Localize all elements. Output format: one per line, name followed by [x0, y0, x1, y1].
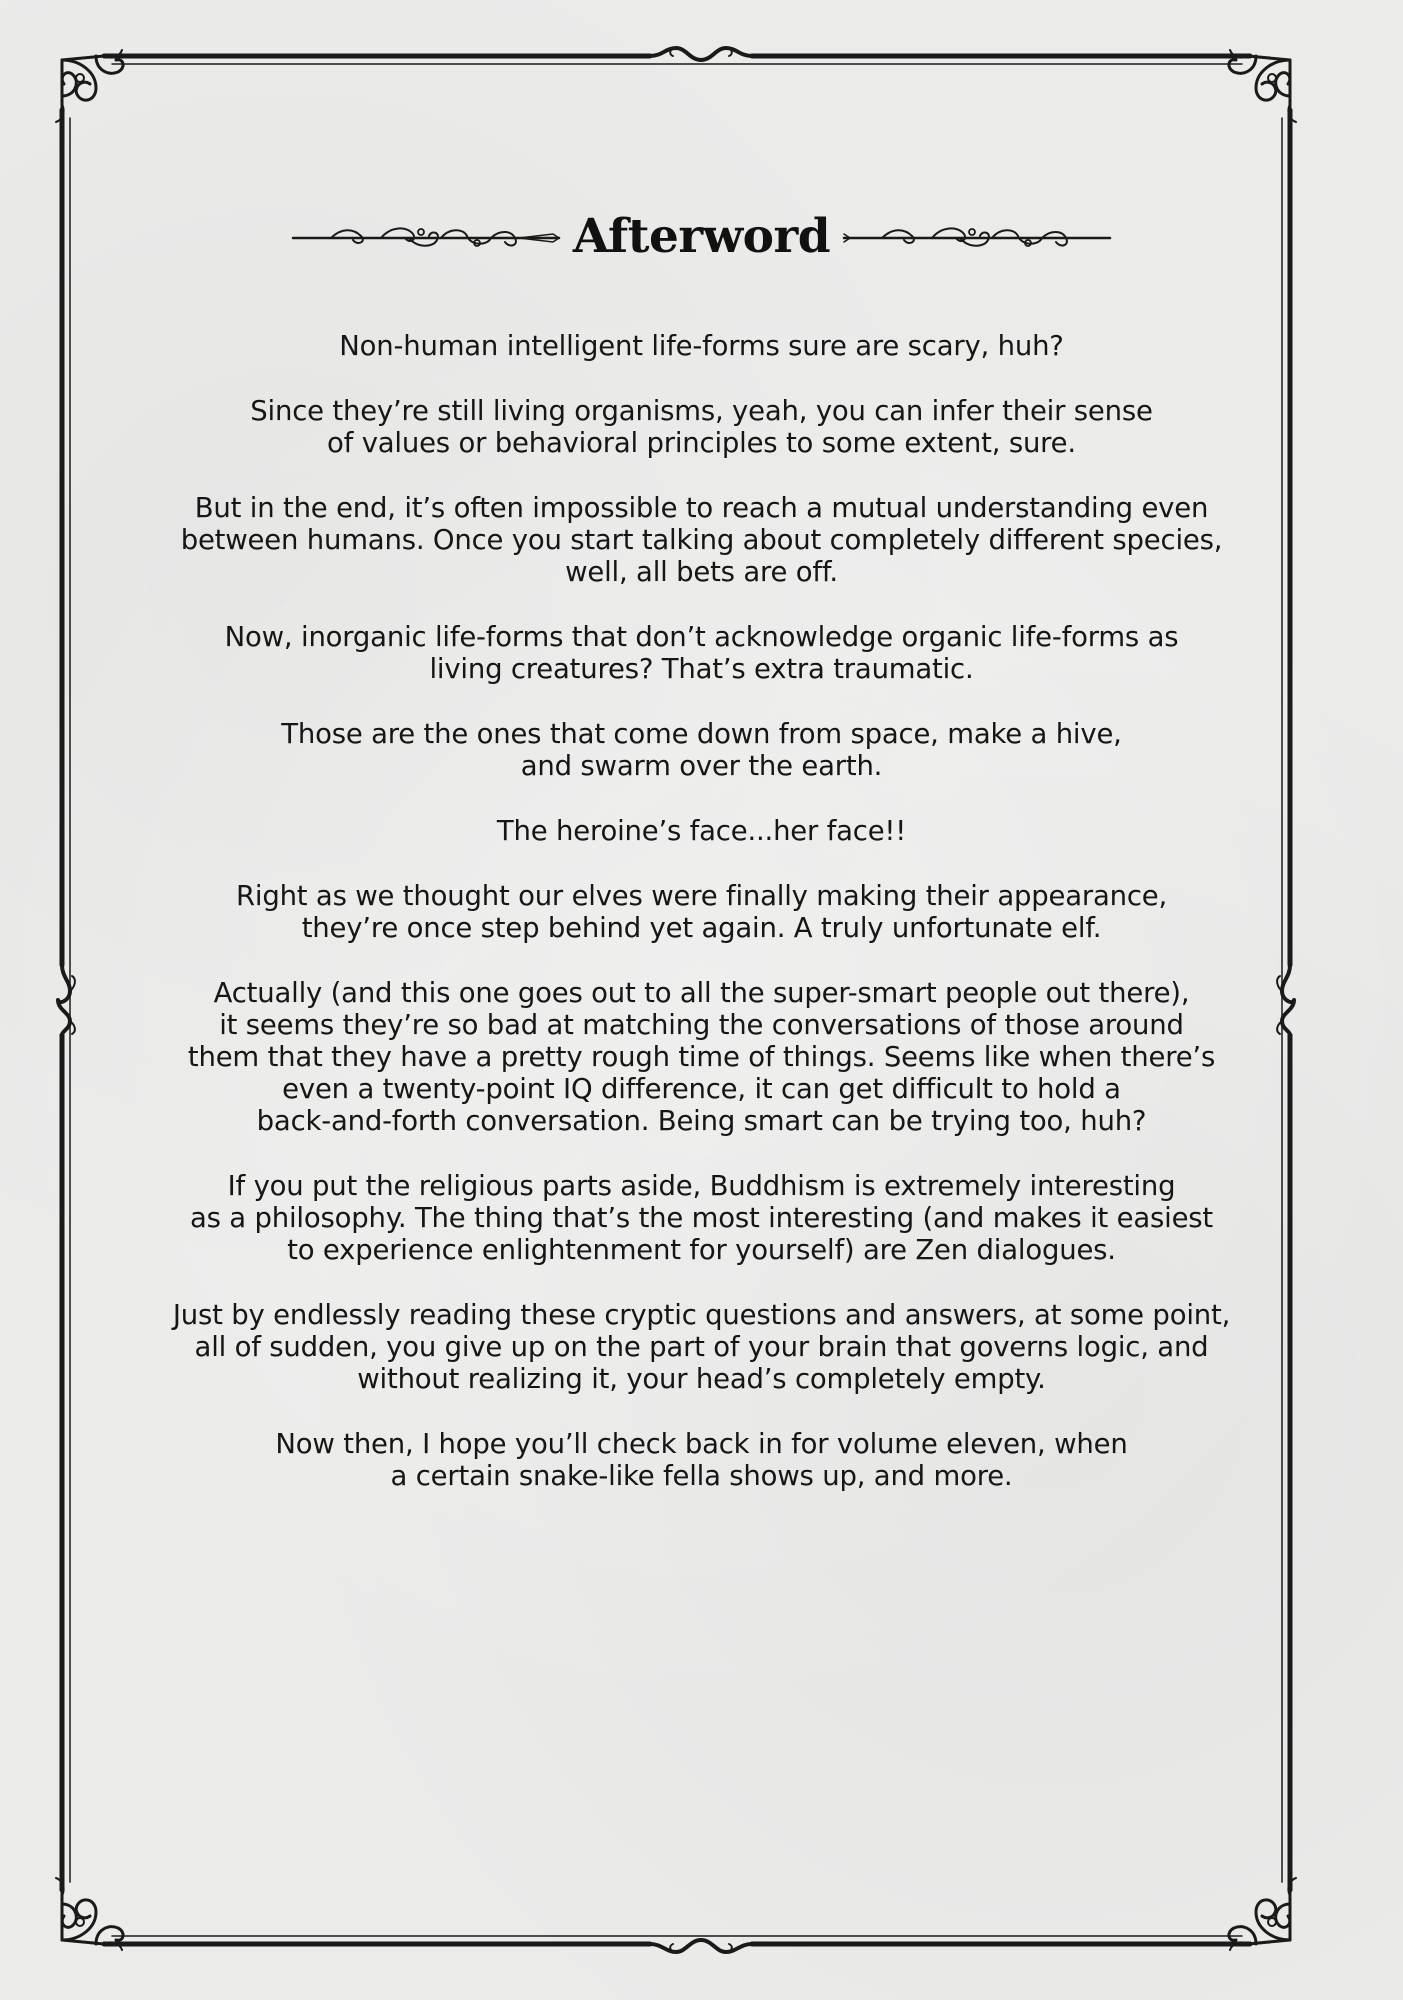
paragraph — [150, 330, 1253, 362]
text-line: them that they have a pretty rough time of things. Seems like when there’s — [187, 1041, 1216, 1073]
text-line: well, all bets are off. — [565, 556, 838, 588]
text-line: Now then, I hope you’ll check back in for volume eleven, when — [275, 1428, 1128, 1460]
text-line: of values or behavioral principles to some extent, sure. — [327, 427, 1076, 459]
text-line: Just by endlessly reading these cryptic questions and answers, at some point, — [172, 1299, 1231, 1331]
text-line: even a twenty-point IQ difference, it can get difficult to hold a — [282, 1073, 1121, 1105]
title-row — [0, 196, 1403, 276]
text-line: living creatures? That’s extra traumatic. — [429, 653, 974, 685]
paragraph — [150, 621, 1253, 685]
text-line: Those are the ones that come down from space, make a hive, — [281, 718, 1122, 750]
paragraph — [150, 880, 1253, 944]
afterword-body — [150, 330, 1253, 1525]
right-flourish-icon — [842, 216, 1112, 256]
paragraph — [150, 1299, 1253, 1395]
text-line: without realizing it, your head’s completely empty. — [357, 1363, 1046, 1395]
text-line: and swarm over the earth. — [520, 750, 883, 782]
text-line: they’re once step behind yet again. A truly unfortunate elf. — [301, 912, 1102, 944]
paragraph — [150, 492, 1253, 588]
paragraph — [150, 395, 1253, 459]
text-line: as a philosophy. The thing that’s the most interesting (and makes it easiest — [189, 1202, 1214, 1234]
paragraph — [150, 718, 1253, 782]
text-line: Now, inorganic life-forms that don’t acknowledge organic life-forms as — [224, 621, 1179, 653]
page-title: Afterword — [572, 208, 831, 264]
text-line: But in the end, it’s often impossible to reach a mutual understanding even — [194, 492, 1209, 524]
text-line: to experience enlightenment for yourself) are Zen dialogues. — [287, 1234, 1116, 1266]
text-line: The heroine’s face...her face!! — [496, 815, 907, 847]
left-flourish-icon — [291, 216, 561, 256]
text-line: a certain snake-like fella shows up, and more. — [390, 1460, 1013, 1492]
paragraph — [150, 1170, 1253, 1266]
paragraph — [150, 977, 1253, 1137]
text-line: it seems they’re so bad at matching the conversations of those around — [219, 1009, 1184, 1041]
paragraph — [150, 1428, 1253, 1492]
text-line: back-and-forth conversation. Being smart can be trying too, huh? — [256, 1105, 1147, 1137]
text-line: Right as we thought our elves were finally making their appearance, — [235, 880, 1168, 912]
text-line: Since they’re still living organisms, yeah, you can infer their sense — [250, 395, 1153, 427]
text-line: If you put the religious parts aside, Buddhism is extremely interesting — [227, 1170, 1176, 1202]
text-line: Non-human intelligent life-forms sure are scary, huh? — [339, 330, 1064, 362]
paragraph — [150, 815, 1253, 847]
text-line: all of sudden, you give up on the part of your brain that governs logic, and — [194, 1331, 1209, 1363]
text-line: between humans. Once you start talking about completely different species, — [180, 524, 1223, 556]
text-line: Actually (and this one goes out to all the super-smart people out there), — [213, 977, 1190, 1009]
